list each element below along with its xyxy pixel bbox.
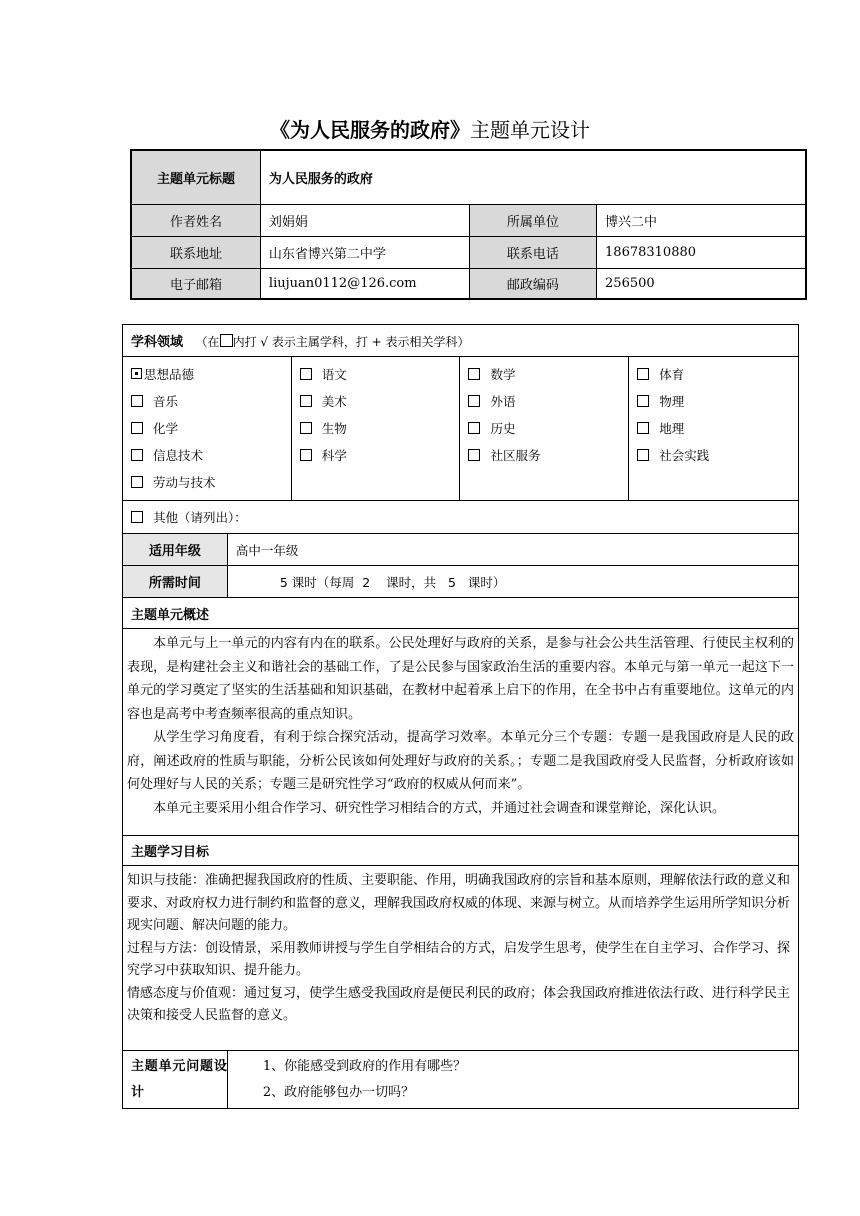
time-label: 所需时间 <box>123 566 228 598</box>
postcode-label: 邮政编码 <box>469 268 596 299</box>
subject-area-note-b: 内打 √ 表示主属学科，打 + 表示相关学科） <box>232 335 470 349</box>
subject-column-1 <box>123 357 292 501</box>
grade-label: 适用年级 <box>123 534 228 566</box>
overview-label: 主题单元概述 <box>123 598 799 629</box>
subject-area-note-a: （在 <box>195 335 220 349</box>
goals-text <box>123 866 799 1051</box>
goal-paragraph: 知识与技能：准确把握我国政府的性质、主要职能、作用，明确我国政府的宗旨和基本原则，理解依法行政的意义和要求、对政府权力进行制约和监督的意义，理解我国政府权威的体现、来源与树立。从而培养学生运用所学知识分析现实问题、解决问题的能力。 <box>127 873 791 933</box>
subject-item[interactable]: 外语 <box>468 392 628 419</box>
checkbox-icon[interactable] <box>468 422 480 434</box>
subject-item[interactable]: 数学 <box>468 365 628 392</box>
subject-other[interactable]: 其他（请列出）： <box>123 501 799 534</box>
address-label: 联系地址 <box>131 236 260 268</box>
document-title-suffix: 主题单元设计 <box>470 118 590 142</box>
subject-item[interactable]: 劳动与技术 <box>131 473 291 500</box>
org-value: 博兴二中 <box>597 204 806 236</box>
checkbox-icon[interactable] <box>131 422 143 434</box>
subject-item[interactable]: 思想品德 <box>131 365 291 392</box>
checkbox-icon[interactable] <box>468 395 480 407</box>
unit-title-value: 为人民服务的政府 <box>260 150 806 204</box>
subject-item[interactable]: 生物 <box>300 419 460 446</box>
subject-item[interactable]: 化学 <box>131 419 291 446</box>
email-label: 电子邮箱 <box>131 268 260 299</box>
checkbox-icon[interactable] <box>637 422 649 434</box>
checkbox-icon[interactable] <box>131 449 143 461</box>
checkbox-icon[interactable] <box>468 449 480 461</box>
goal-paragraph: 情感态度与价值观：通过复习，使学生感受我国政府是便民利民的政府；体会我国政府推进依法行政、进行科学民主决策和接受人民监督的意义。 <box>127 985 791 1023</box>
unit-title-label: 主题单元标题 <box>131 150 260 204</box>
questions-label: 主题单元问题设计 <box>123 1051 228 1109</box>
email-value: liujuan0112@126.com <box>260 268 469 299</box>
subject-item[interactable]: 音乐 <box>131 392 291 419</box>
subject-item[interactable]: 社区服务 <box>468 446 628 473</box>
time-value: 5 课时（每周 2 课时，共 5 课时） <box>227 566 798 598</box>
subject-item[interactable]: 美术 <box>300 392 460 419</box>
checkbox-icon[interactable] <box>131 511 143 523</box>
checkbox-icon[interactable] <box>468 368 480 380</box>
checkbox-icon[interactable] <box>637 395 649 407</box>
subject-item[interactable]: 体育 <box>637 365 798 392</box>
document-title-main: 《为人民服务的政府》 <box>270 118 470 142</box>
subject-area-label: 学科领域 <box>131 335 184 350</box>
checkbox-icon[interactable] <box>300 422 312 434</box>
subject-item[interactable]: 科学 <box>300 446 460 473</box>
author-value: 刘娟娟 <box>260 204 469 236</box>
subject-column-4 <box>629 357 799 501</box>
checkbox-icon[interactable] <box>300 368 312 380</box>
overview-paragraph: 本单元与上一单元的内容有内在的联系。公民处理好与政府的关系，是参与社会公共生活管理、行使民主权利的表现，是构建社会主义和谐社会的基础工作，了是公民参与国家政治生活的重要内容。本单元与第一单元一起这下一单元的学习奠定了坚实的生活基础和知识基础，在教材中起着承上启下的作用，在全书中占有重要地位。这单元的内容也是高考中考查频率很高的重点知识。 <box>127 636 794 722</box>
checkbox-icon[interactable] <box>637 368 649 380</box>
checkbox-icon[interactable] <box>300 449 312 461</box>
subject-item[interactable]: 地理 <box>637 419 798 446</box>
checkbox-icon[interactable] <box>131 368 142 379</box>
subject-item[interactable]: 物理 <box>637 392 798 419</box>
subject-item[interactable]: 语文 <box>300 365 460 392</box>
questions-list <box>227 1051 798 1109</box>
checkbox-icon[interactable] <box>131 476 143 488</box>
goals-label: 主题学习目标 <box>123 836 799 866</box>
phone-value: 18678310880 <box>597 236 806 268</box>
unit-design-table <box>122 324 799 1109</box>
checkbox-icon[interactable] <box>300 395 312 407</box>
subject-item[interactable]: 历史 <box>468 419 628 446</box>
overview-text <box>123 629 799 836</box>
goal-paragraph: 过程与方法：创设情景，采用教师讲授与学生自学相结合的方式，启发学生思考，使学生在自主学习、合作学习、探究学习中获取知识、提升能力。 <box>127 940 791 978</box>
unit-info-table <box>130 149 807 300</box>
address-value: 山东省博兴第二中学 <box>260 236 469 268</box>
question-item: 2、政府能够包办一切吗？ <box>262 1084 415 1100</box>
subject-item[interactable]: 信息技术 <box>131 446 291 473</box>
checkbox-icon[interactable] <box>637 449 649 461</box>
postcode-value: 256500 <box>597 268 806 299</box>
subject-column-3 <box>460 357 629 501</box>
overview-paragraph: 从学生学习角度看，有利于综合探究活动，提高学习效率。本单元分三个专题：专题一是我国政府是人民的政府，阐述政府的性质与职能，分析公民该如何处理好与政府的关系。；专题二是我国政府受人民监督，分析政府该如何处理好与人民的关系；专题三是研究性学习“政府的权威从何而来”。 <box>127 730 794 792</box>
subject-item[interactable]: 社会实践 <box>637 446 798 473</box>
document-title <box>0 114 860 143</box>
subject-column-2 <box>291 357 460 501</box>
author-label: 作者姓名 <box>131 204 260 236</box>
checkbox-icon[interactable] <box>131 395 143 407</box>
question-item: 1、你能感受到政府的作用有哪些？ <box>262 1058 467 1074</box>
checkbox-sample-icon <box>220 334 233 347</box>
subject-area-header <box>123 325 799 357</box>
grade-value: 高中一年级 <box>227 534 798 566</box>
phone-label: 联系电话 <box>469 236 596 268</box>
org-label: 所属单位 <box>469 204 596 236</box>
overview-paragraph: 本单元主要采用小组合作学习、研究性学习相结合的方式，并通过社会调查和课堂辩论，深化认识。 <box>153 800 726 816</box>
